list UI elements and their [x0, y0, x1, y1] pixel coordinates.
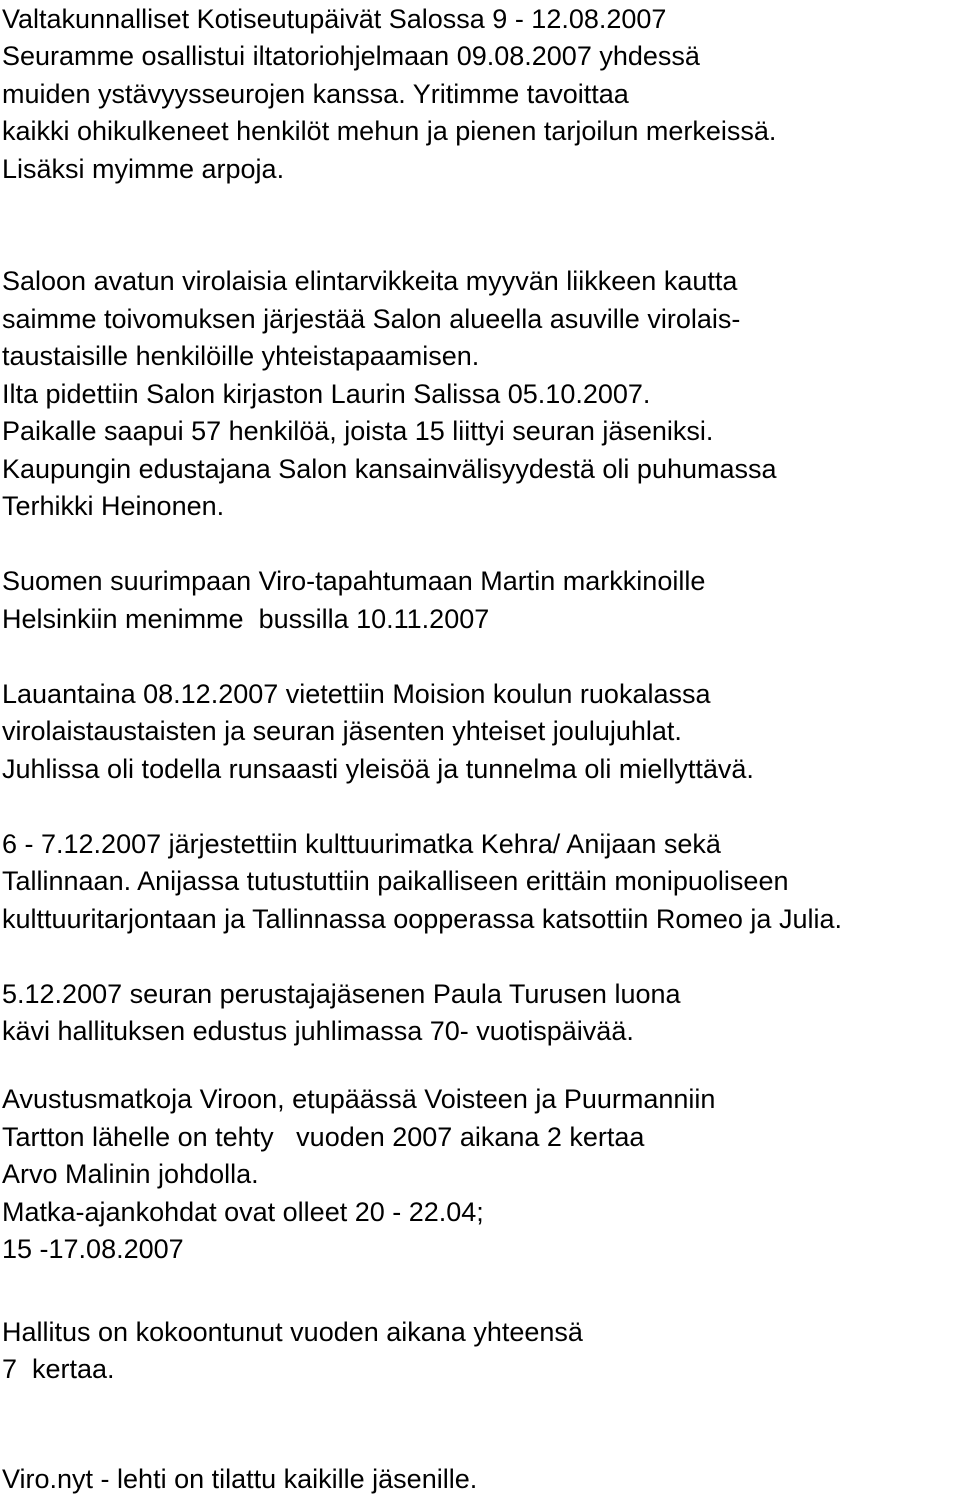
text-line: kaikki ohikulkeneet henkilöt mehun ja pienen tarjoilun merkeissä.: [2, 116, 777, 146]
text-line: Hallitus on kokoontunut vuoden aikana yhteensä: [2, 1317, 583, 1347]
text-line: Lisäksi myimme arpoja.: [2, 154, 285, 184]
text-line: Tartton lähelle on tehty vuoden 2007 aikana 2 kertaa: [2, 1122, 645, 1152]
text-line: 6 - 7.12.2007 järjestettiin kulttuurimatka Kehra/ Anijaan sekä: [2, 829, 721, 859]
text-line: Paikalle saapui 57 henkilöä, joista 15 liittyi seuran jäseniksi.: [2, 416, 714, 446]
text-line: Juhlissa oli todella runsaasti yleisöä ja tunnelma oli miellyttävä.: [2, 754, 754, 784]
text-line: saimme toivomuksen järjestää Salon alueella asuville virolais-: [2, 304, 741, 334]
text-line: Viro.nyt - lehti on tilattu kaikille jäsenille.: [2, 1464, 478, 1494]
text-line: Tallinnaan. Anijassa tutustuttiin paikalliseen erittäin monipuoliseen: [2, 866, 789, 896]
text-line: Saloon avatun virolaisia elintarvikkeita myyvän liikkeen kautta: [2, 266, 738, 296]
text-line: 15 -17.08.2007: [2, 1234, 184, 1264]
text-line: 5.12.2007 seuran perustajajäsenen Paula Turusen luona: [2, 979, 681, 1009]
text-line: kulttuuritarjontaan ja Tallinnassa oopperassa katsottiin Romeo ja Julia.: [2, 904, 842, 934]
text-line: Suomen suurimpaan Viro-tapahtumaan Martin markkinoille: [2, 566, 706, 596]
text-line: Ilta pidettiin Salon kirjaston Laurin Salissa 05.10.2007.: [2, 379, 651, 409]
text-line: Arvo Malinin johdolla.: [2, 1159, 259, 1189]
text-line: virolaistaustaisten ja seuran jäsenten yhteiset joulujuhlat.: [2, 716, 682, 746]
text-line: Avustusmatkoja Viroon, etupäässä Voisteen ja Puurmanniin: [2, 1084, 716, 1114]
text-line: Helsinkiin menimme bussilla 10.11.2007: [2, 604, 490, 634]
text-line: Kaupungin edustajana Salon kansainvälisyydestä oli puhumassa: [2, 454, 777, 484]
text-line: 7 kertaa.: [2, 1354, 115, 1384]
text-line: Lauantaina 08.12.2007 vietettiin Moision koulun ruokalassa: [2, 679, 711, 709]
text-line: kävi hallituksen edustus juhlimassa 70- vuotispäivää.: [2, 1016, 634, 1046]
text-line: Valtakunnalliset Kotiseutupäivät Salossa 9 - 12.08.2007: [2, 4, 667, 34]
text-line: Matka-ajankohdat ovat olleet 20 - 22.04;: [2, 1197, 484, 1227]
text-line: Terhikki Heinonen.: [2, 491, 225, 521]
text-line: taustaisille henkilöille yhteistapaamisen.: [2, 341, 480, 371]
text-line: Seuramme osallistui iltatoriohjelmaan 09.08.2007 yhdessä: [2, 41, 700, 71]
text-line: muiden ystävyysseurojen kanssa. Yritimme tavoittaa: [2, 79, 629, 109]
